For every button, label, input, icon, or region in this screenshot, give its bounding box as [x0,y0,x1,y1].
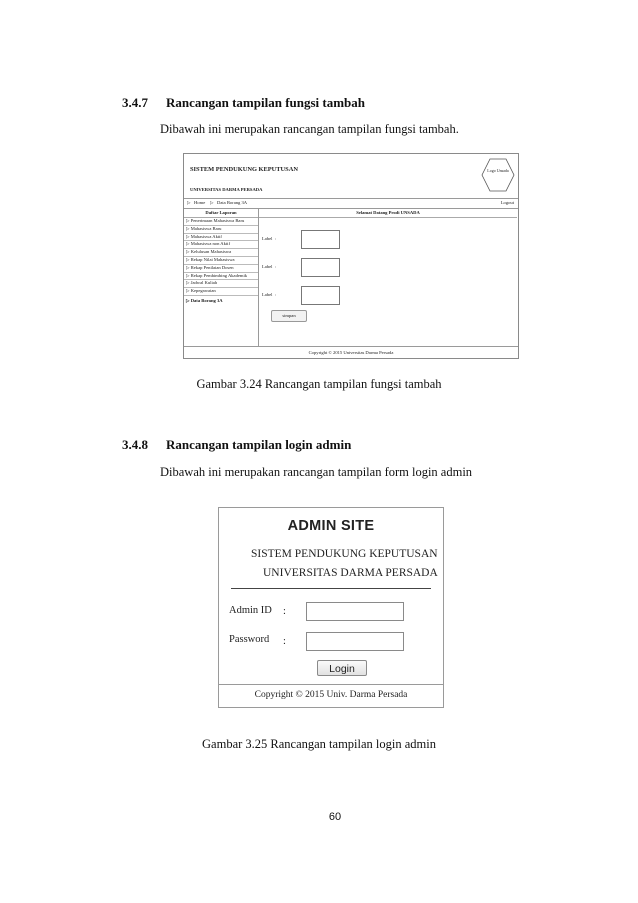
nav-data-borang[interactable]: Data Borang 3A [217,200,248,205]
play-icon: ▷ [186,272,191,278]
password-label: Password [229,634,270,645]
colon: : [283,606,286,617]
play-icon: ▷ [186,264,191,270]
field-label: Label : [262,236,277,241]
login-button[interactable]: Login [317,660,367,676]
welcome-text: Selamat Datang Prodi UNSADA [259,208,517,218]
page-number: 60 [328,811,342,823]
section-title: Rancangan tampilan fungsi tambah [166,95,366,110]
text-field-1[interactable] [301,230,340,249]
sidebar-item-label: Rekap Nilai Mahasiswa [190,256,235,262]
login-subtitle-2: UNIVERSITAS DARMA PERSADA [263,567,438,579]
section-heading-3-4-7 [122,95,542,111]
sidebar-item-label: Kelulusan Mahasiswa [190,249,232,255]
sidebar-item[interactable] [184,280,258,288]
mockup-logo-text: Logo Unsada [487,168,509,173]
mockup-sidebar [184,208,259,346]
sidebar-item[interactable] [184,249,258,257]
play-icon: ▷ [186,233,191,239]
sidebar-item-label: Mahasiswa Aktif [190,233,222,239]
figure-caption-3-25: Gambar 3.25 Rancangan tampilan login admin [202,737,436,751]
play-icon: ▷ [210,200,214,205]
field-label: Label : [262,264,277,269]
section-paragraph: Dibawah ini merupakan rancangan tampilan form login admin [160,465,473,479]
sidebar-item[interactable] [184,241,258,249]
play-icon: ▷ [187,200,191,205]
play-icon: ▷ [186,256,191,262]
section-heading-3-4-8 [122,437,542,453]
play-icon: ▷ [186,249,191,255]
sidebar-item-label: Rekap Pembimbing Akademik [190,272,248,278]
section-paragraph: Dibawah ini merupakan rancangan tampilan fungsi tambah. [160,122,459,136]
text-field-3[interactable] [301,286,340,305]
sidebar-item-label: Penerimaan Mahasiswa Baru [190,218,245,223]
sidebar-item[interactable] [184,288,258,296]
sidebar-item[interactable] [184,234,258,242]
colon: : [283,636,286,647]
sidebar-item[interactable] [184,273,258,281]
sidebar-item-label: Kepegawaian [190,288,216,294]
play-icon: ▷ [186,241,191,247]
sidebar-item-label: Rekap Penilaian Dosen [190,264,234,270]
admin-id-label: Admin ID [229,605,272,616]
figure-fungsi-tambah [183,153,519,359]
admin-site-title: ADMIN SITE [287,518,375,534]
sidebar-item-label: Data Borang 3A [190,297,223,303]
divider [231,588,431,589]
mockup-footer: Copyright © 2015 Universitas Darma Persada [184,346,518,358]
save-button[interactable]: simpan [271,310,307,322]
play-icon: ▷ [186,280,191,286]
password-input[interactable] [306,632,404,651]
mockup-header [184,154,518,199]
footer-divider [219,684,443,685]
mockup-app-title: SISTEM PENDUKUNG KEPUTUSAN [190,166,298,173]
section-number: 3.4.7 [122,95,148,110]
sidebar-item[interactable] [184,226,258,234]
sidebar-item[interactable] [184,218,258,226]
logo-hexagon-icon [481,158,515,192]
mockup-subtitle: UNIVERSITAS DARMA PERSADA [190,187,263,192]
login-subtitle-1: SISTEM PENDUKUNG KEPUTUSAN [251,548,438,560]
mockup-main [259,208,517,346]
play-icon: ▷ [186,288,191,294]
sidebar-item-label: Mahasiswa non Aktif [190,241,230,247]
sidebar-item-label: Jadwal Kuliah [190,280,218,286]
nav-home[interactable]: Home [194,200,206,205]
sidebar-item[interactable] [184,265,258,273]
login-footer: Copyright © 2015 Univ. Darma Persada [254,690,408,700]
nav-logout[interactable]: Logout [500,200,514,205]
text-field-2[interactable] [301,258,340,277]
field-label: Label : [262,292,277,297]
sidebar-title: Daftar Laporan [184,208,258,218]
play-icon: ▷ [186,218,191,223]
sidebar-item[interactable] [184,257,258,265]
figure-caption-3-24: Gambar 3.24 Rancangan tampilan fungsi tambah [196,377,442,391]
section-title: Rancangan tampilan login admin [166,437,352,452]
section-number: 3.4.8 [122,437,148,452]
sidebar-item-label: Mahasiswa Baru [190,225,222,231]
play-icon: ▷ [186,225,191,231]
figure-login-admin [218,507,444,708]
sidebar-item-data-borang[interactable] [184,296,258,305]
admin-id-input[interactable] [306,602,404,621]
play-icon: ▷ [186,297,191,303]
